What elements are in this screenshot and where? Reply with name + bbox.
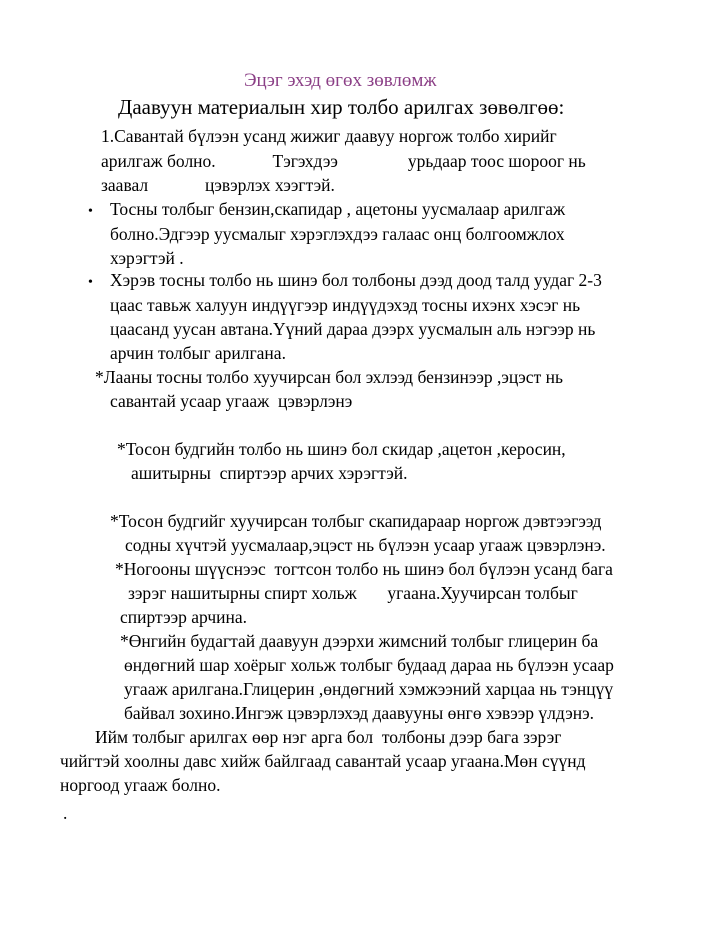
- paragraph-line: болно.Эдгээр уусмалыг хэрэглэхдээ галаас онц болгоомжлох: [110, 224, 565, 244]
- paragraph-line: спиртээр арчина.: [120, 607, 248, 627]
- paragraph-line: арилгаж болно. Тэгэхдээ урьдаар тоос шороог нь: [101, 151, 586, 171]
- paragraph-line: ашитырны спиртээр арчих хэрэгтэй.: [131, 463, 408, 483]
- paragraph-line: содны хүчтэй уусмалаар,эцэст нь бүлээн усаар угааж цэвэрлэнэ.: [125, 535, 606, 555]
- paragraph-line: норгоод угааж болно.: [60, 775, 221, 795]
- paragraph-line: заавал цэвэрлэх хээгтэй.: [101, 175, 335, 195]
- paragraph-line: цаасанд уусан автана.Үүний дараа дээрх уусмалын аль нэгээр нь: [110, 319, 596, 339]
- paragraph-line: арчин толбыг арилгана.: [110, 343, 286, 363]
- paragraph-line: *Лааны тосны толбо хуучирсан бол эхлээд бензинээр ,эцэст нь: [95, 367, 563, 387]
- paragraph-line: Ийм толбыг арилгах өөр нэг арга бол толбоны дээр бага зэрэг: [95, 727, 562, 747]
- paragraph-line: *Тосон будгийн толбо нь шинэ бол скидар ,ацетон ,керосин,: [117, 439, 566, 459]
- paragraph-line: *Тосон будгийг хуучирсан толбыг скапидараар норгож дэвтээгээд: [110, 511, 602, 531]
- bullet-icon: •: [88, 275, 93, 290]
- paragraph-line: чийгтэй хоолны давс хийж байлгаад савантай усаар угаана.Мөн сүүнд: [60, 751, 586, 771]
- paragraph-line: *Ногооны шүүснээс тогтсон толбо нь шинэ бол бүлээн усанд бага: [115, 559, 613, 579]
- paragraph-line: цаас тавьж халуун индүүгээр индүүдэхэд тосны ихэнх хэсэг нь: [110, 295, 581, 315]
- paragraph-line: Тосны толбыг бензин,скапидар , ацетоны уусмалаар арилгаж: [110, 199, 566, 219]
- paragraph-line: өндөгний шар хоёрыг хольж толбыг будаад дараа нь бүлээн усаар: [124, 655, 614, 675]
- paragraph-line: зэрэг нашитырны спирт хольж угаана.Хуучирсан толбыг: [128, 583, 578, 603]
- paragraph-line: угааж арилгана.Глицерин ,өндөгний хэмжээний харцаа нь тэнцүү: [124, 679, 614, 699]
- paragraph-line: 1.Савантай бүлээн усанд жижиг даавуу норгож толбо хирийг: [101, 126, 557, 146]
- paragraph-line: *Өнгийн будагтай даавуун дээрхи жимсний толбыг глицерин ба: [120, 631, 599, 651]
- paragraph-line: байвал зохино.Ингэж цэвэрлэхэд даавууны өнгө хэвээр үлдэнэ.: [124, 703, 595, 723]
- document-title: Эцэг эхэд өгөх зөвлөмж: [244, 70, 437, 91]
- paragraph-line: .: [63, 803, 68, 823]
- paragraph-line: савантай усаар угааж цэвэрлэнэ: [110, 391, 353, 411]
- bullet-icon: •: [88, 204, 93, 219]
- paragraph-line: Хэрэв тосны толбо нь шинэ бол толбоны дээд доод талд уудаг 2-3: [110, 270, 602, 290]
- paragraph-line: хэрэгтэй .: [110, 248, 184, 268]
- document-heading: Даавуун материалын хир толбо арилгах зөвөлгөө:: [118, 95, 565, 119]
